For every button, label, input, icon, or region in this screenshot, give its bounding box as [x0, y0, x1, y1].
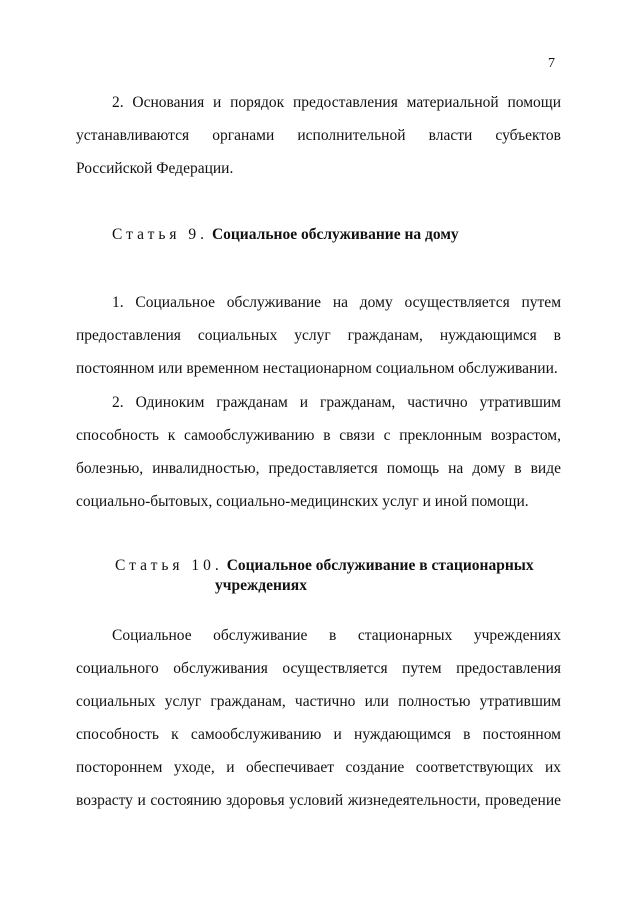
- article-10-heading: [115, 557, 534, 575]
- article-10-paragraph: [76, 619, 561, 817]
- text-line: Российской Федерации.: [76, 160, 234, 177]
- text-line: постоянном или временном нестационарном социальном обслуживании.: [76, 360, 558, 377]
- text-line: возрасту и состоянию здоровья условий жизнедеятельности, проведение: [76, 792, 561, 809]
- text-line: социальных услуг гражданам, частично или полностью утратившим: [76, 693, 561, 710]
- article-10-title: Социальное обслуживание в стационарных: [226, 557, 534, 574]
- page-number: 7: [548, 56, 555, 71]
- article-9-paragraph-1: [76, 286, 561, 385]
- text-line: устанавливаются органами исполнительной власти субъектов: [76, 127, 561, 144]
- article-9-title: Социальное обслуживание на дому: [211, 226, 459, 243]
- text-line: социально-бытовых, социально-медицинских услуг и иной помощи.: [76, 493, 529, 510]
- text-line: социального обслуживания осуществляется путем предоставления: [76, 660, 561, 677]
- text-line: 1. Социальное обслуживание на дому осуществляется путем: [112, 294, 561, 311]
- text-line: Социальное обслуживание в стационарных учреждениях: [112, 627, 561, 644]
- article-9-label: Статья 9.: [112, 226, 209, 243]
- text-line: 2. Одиноким гражданам и гражданам, частично утратившим: [112, 394, 561, 411]
- text-line: постороннем уходе, и обеспечивает создание соответствующих их: [76, 759, 561, 776]
- article-9-heading: [112, 226, 459, 244]
- text-line: предоставления социальных услуг гражданам, нуждающимся в: [76, 327, 561, 344]
- article-10-label: Статья 10.: [115, 557, 223, 574]
- text-line: способность к самообслуживанию в связи с преклонным возрастом,: [76, 427, 561, 444]
- article-9-paragraph-2: [76, 386, 561, 518]
- text-line: способность к самообслуживанию и нуждающимся в постоянном: [76, 726, 561, 743]
- article-10-title-continuation: учреждениях: [215, 577, 307, 594]
- text-line: 2. Основания и порядок предоставления материальной помощи: [112, 94, 561, 111]
- paragraph-material-aid: [76, 86, 561, 185]
- text-line: болезнью, инвалидностью, предоставляется помощь на дому в виде: [76, 460, 561, 477]
